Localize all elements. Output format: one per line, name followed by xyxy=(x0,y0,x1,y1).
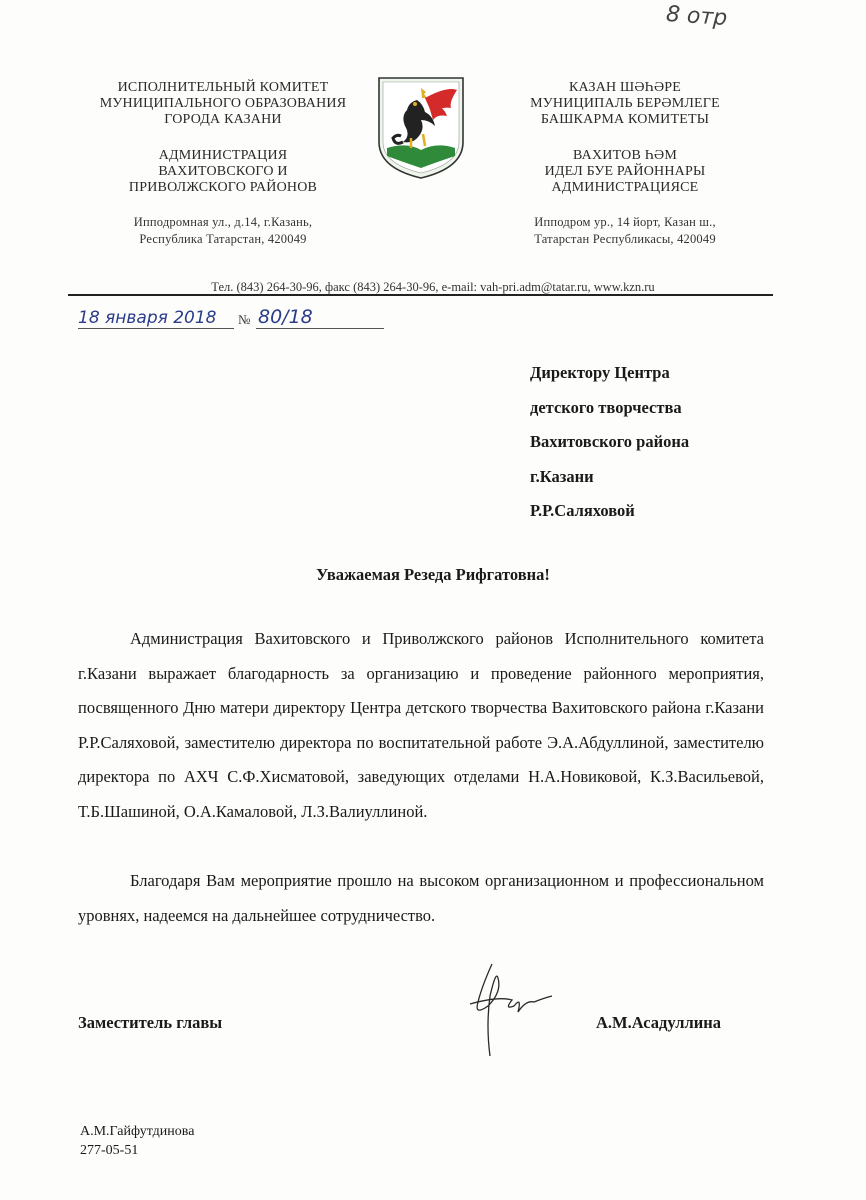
addressee-line: детского творчества xyxy=(530,397,682,417)
addressee-line: Р.Р.Саляховой xyxy=(530,501,635,520)
executor-phone: 277-05-51 xyxy=(80,1143,139,1158)
addressee-line: Директору Центра xyxy=(530,363,670,382)
handwritten-signature xyxy=(468,956,558,1060)
signer-position: Заместитель главы xyxy=(78,1013,223,1032)
body-paragraph: Благодаря Вам мероприятие прошло на высоком организационном и профессиональном уровнях, надеемся на дальнейшее сотрудничество. xyxy=(78,871,764,925)
executor-info xyxy=(80,1122,194,1160)
letter-body-closing xyxy=(78,864,764,933)
header-right-admin-line: ВАХИТОВ ҺӘМ xyxy=(573,148,677,163)
reg-date: 18 января 2018 xyxy=(78,308,217,328)
reg-no-label: № xyxy=(238,312,251,327)
header-right-admin-line: ИДЕЛ БУЕ РАЙОННАРЫ xyxy=(544,164,706,179)
header-right-line: БАШКАРМА КОМИТЕТЫ xyxy=(540,112,710,127)
header-right-address: Ипподром ур., 14 йорт, Казан ш., xyxy=(534,215,716,229)
header-right xyxy=(470,80,780,248)
kazan-emblem xyxy=(377,76,465,180)
header-right-address: Татарстан Республикасы, 420049 xyxy=(534,232,716,246)
greeting: Уважаемая Резеда Рифгатовна! xyxy=(316,565,550,584)
addressee-line: г.Казани xyxy=(530,466,594,486)
reg-number-underline xyxy=(256,328,384,329)
emblem-shield-icon xyxy=(377,76,465,180)
header-left-address: Ипподромная ул., д.14, г.Казань, xyxy=(133,215,313,229)
header-right-admin-line: АДМИНИСТРАЦИЯСЕ xyxy=(551,180,699,195)
signature-scribble-icon xyxy=(468,956,558,1060)
addressee-line: Вахитовского района xyxy=(530,432,690,451)
header-left-line: МУНИЦИПАЛЬНОГО ОБРАЗОВАНИЯ xyxy=(99,96,347,111)
signer-name: А.М.Асадуллина xyxy=(596,1013,721,1032)
addressee xyxy=(530,356,689,529)
header-left-admin-line: АДМИНИСТРАЦИЯ xyxy=(158,148,288,163)
header-right-line: МУНИЦИПАЛЬ БЕРӘМЛЕГЕ xyxy=(530,96,720,111)
header-left-admin-line: ВАХИТОВСКОГО И xyxy=(158,164,288,179)
reg-date-underline xyxy=(78,328,234,329)
reg-number: 80/18 xyxy=(258,306,313,328)
header-left-address: Республика Татарстан, 420049 xyxy=(139,232,307,246)
body-paragraph: Администрация Вахитовского и Приволжского районов Исполнительного комитета г.Казани выражает благодарность за организацию и проведение районного мероприятия, посвященного Дню матери директору Центра детского творчества Вахитовского района г.Казани Р.Р.Саляховой, заместителю директора по воспитательной работе Э.А.Абдуллиной, заместителю директора по АХЧ С.Ф.Хисматовой, заведующих отделами Н.А.Новиковой, К.З.Васильевой, Т.Б.Шашиной, О.А.Камаловой, Л.З.Валиуллиной. xyxy=(78,629,764,821)
corner-note: 8 отр xyxy=(665,1,729,32)
header-left-line: ИСПОЛНИТЕЛЬНЫЙ КОМИТЕТ xyxy=(117,80,329,95)
header-left-line: ГОРОДА КАЗАНИ xyxy=(164,112,282,127)
header-left-admin-line: ПРИВОЛЖСКОГО РАЙОНОВ xyxy=(128,180,318,195)
header-right-line: КАЗАН ШӘҺӘРЕ xyxy=(568,80,681,95)
header-divider xyxy=(68,294,773,296)
header-left xyxy=(68,80,378,248)
executor-name: А.М.Гайфутдинова xyxy=(80,1124,195,1139)
contacts-line: Тел. (843) 264-30-96, факс (843) 264-30-96, e-mail: vah-pri.adm@tatar.ru, www.kzn.ru xyxy=(211,280,655,294)
registration-line xyxy=(78,306,384,330)
letter-body xyxy=(78,622,764,829)
